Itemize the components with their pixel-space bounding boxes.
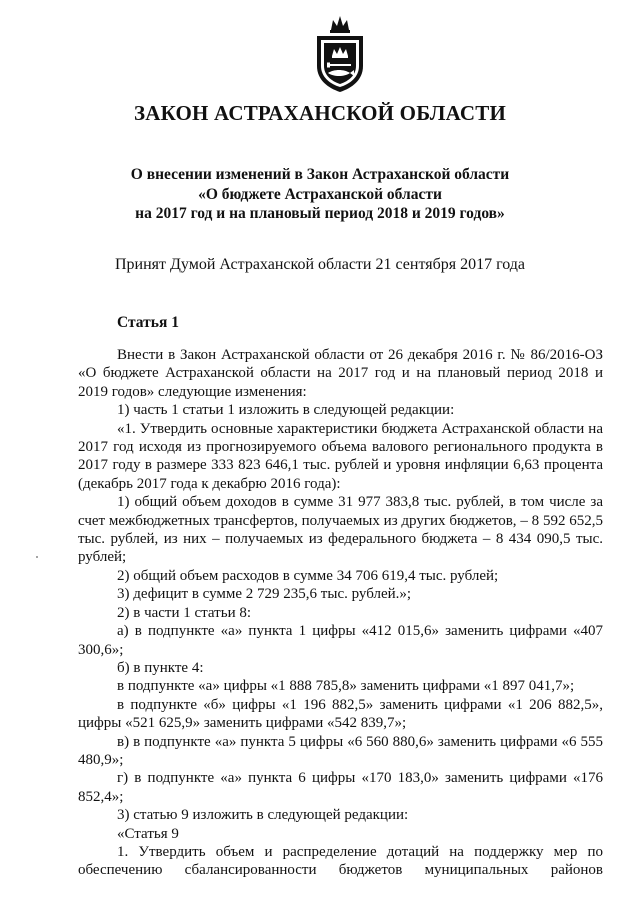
paragraph: 1) часть 1 статьи 1 изложить в следующей редакции:: [117, 402, 455, 419]
scan-speck: [36, 556, 38, 558]
paragraph: Внести в Закон Астраханской области от 26 декабря 2016 г. № 86/2016-ОЗ «О бюджете Астраханской области на 2017 год и на плановый период 2018 и 2019 годов» следующие изменения:: [78, 347, 603, 400]
law-subtitle: [0, 165, 640, 224]
subtitle-line: на 2017 год и на плановый период 2018 и 2019 годов»: [135, 205, 505, 222]
paragraph: а) в подпункте «а» пункта 1 цифры «412 015,6» заменить цифрами «407 300,6»;: [78, 623, 603, 658]
law-title: ЗАКОН АСТРАХАНСКОЙ ОБЛАСТИ: [133, 101, 507, 125]
paragraph: в) в подпункте «а» пункта 5 цифры «6 560 880,6» заменить цифрами «6 555 480,9»;: [78, 733, 603, 768]
paragraph: 2) общий объем расходов в сумме 34 706 619,4 тыс. рублей;: [117, 567, 499, 584]
coat-of-arms-icon: [311, 14, 369, 94]
article-heading: Статья 1: [117, 314, 179, 331]
paragraph: в подпункте «б» цифры «1 196 882,5» заменить цифрами «1 206 882,5», цифры «521 625,9» заменить цифрами «542 839,7»;: [78, 696, 603, 732]
paragraph: «1. Утвердить основные характеристики бюджета Астраханской области на 2017 год исходя из прогнозируемого объема валового регионального продукта в 2017 году в размере 333 823 646,1 тыс. рублей и уровня инфляции 6,63 процента (декабрь 2017 года к декабрю 2016 года):: [78, 420, 603, 492]
paragraph: в подпункте «а» цифры «1 888 785,8» заменить цифрами «1 897 041,7»;: [117, 678, 575, 695]
paragraph: 3) статью 9 изложить в следующей редакции:: [117, 807, 409, 824]
paragraph: б) в пункте 4:: [117, 659, 204, 676]
paragraph: 1) общий объем доходов в сумме 31 977 383,8 тыс. рублей, в том числе за счет межбюджетных трансфертов, получаемых из других бюджетов, – 8 592 652,5 тыс. рублей, из них – получаемых из федерального бюджета – 8 434 090,5 тыс. рублей;: [78, 494, 603, 566]
paragraph: «Статья 9: [117, 825, 179, 842]
subtitle-line: «О бюджете Астраханской области: [198, 185, 442, 203]
paragraph: 3) дефицит в сумме 2 729 235,6 тыс. рублей.»;: [117, 586, 412, 603]
paragraph: 2) в части 1 статьи 8:: [117, 604, 252, 621]
paragraph: г) в подпункте «а» пункта 6 цифры «170 183,0» заменить цифрами «176 852,4»;: [78, 770, 603, 805]
article-body: [78, 346, 603, 880]
subtitle-line: О внесении изменений в Закон Астраханской области: [130, 166, 510, 183]
adoption-statement: Принят Думой Астраханской области 21 сентября 2017 года: [114, 256, 526, 273]
paragraph: 1. Утвердить объем и распределение дотаций на поддержку мер по обеспечению сбалансированности бюджетов муниципальных районов: [78, 843, 603, 879]
